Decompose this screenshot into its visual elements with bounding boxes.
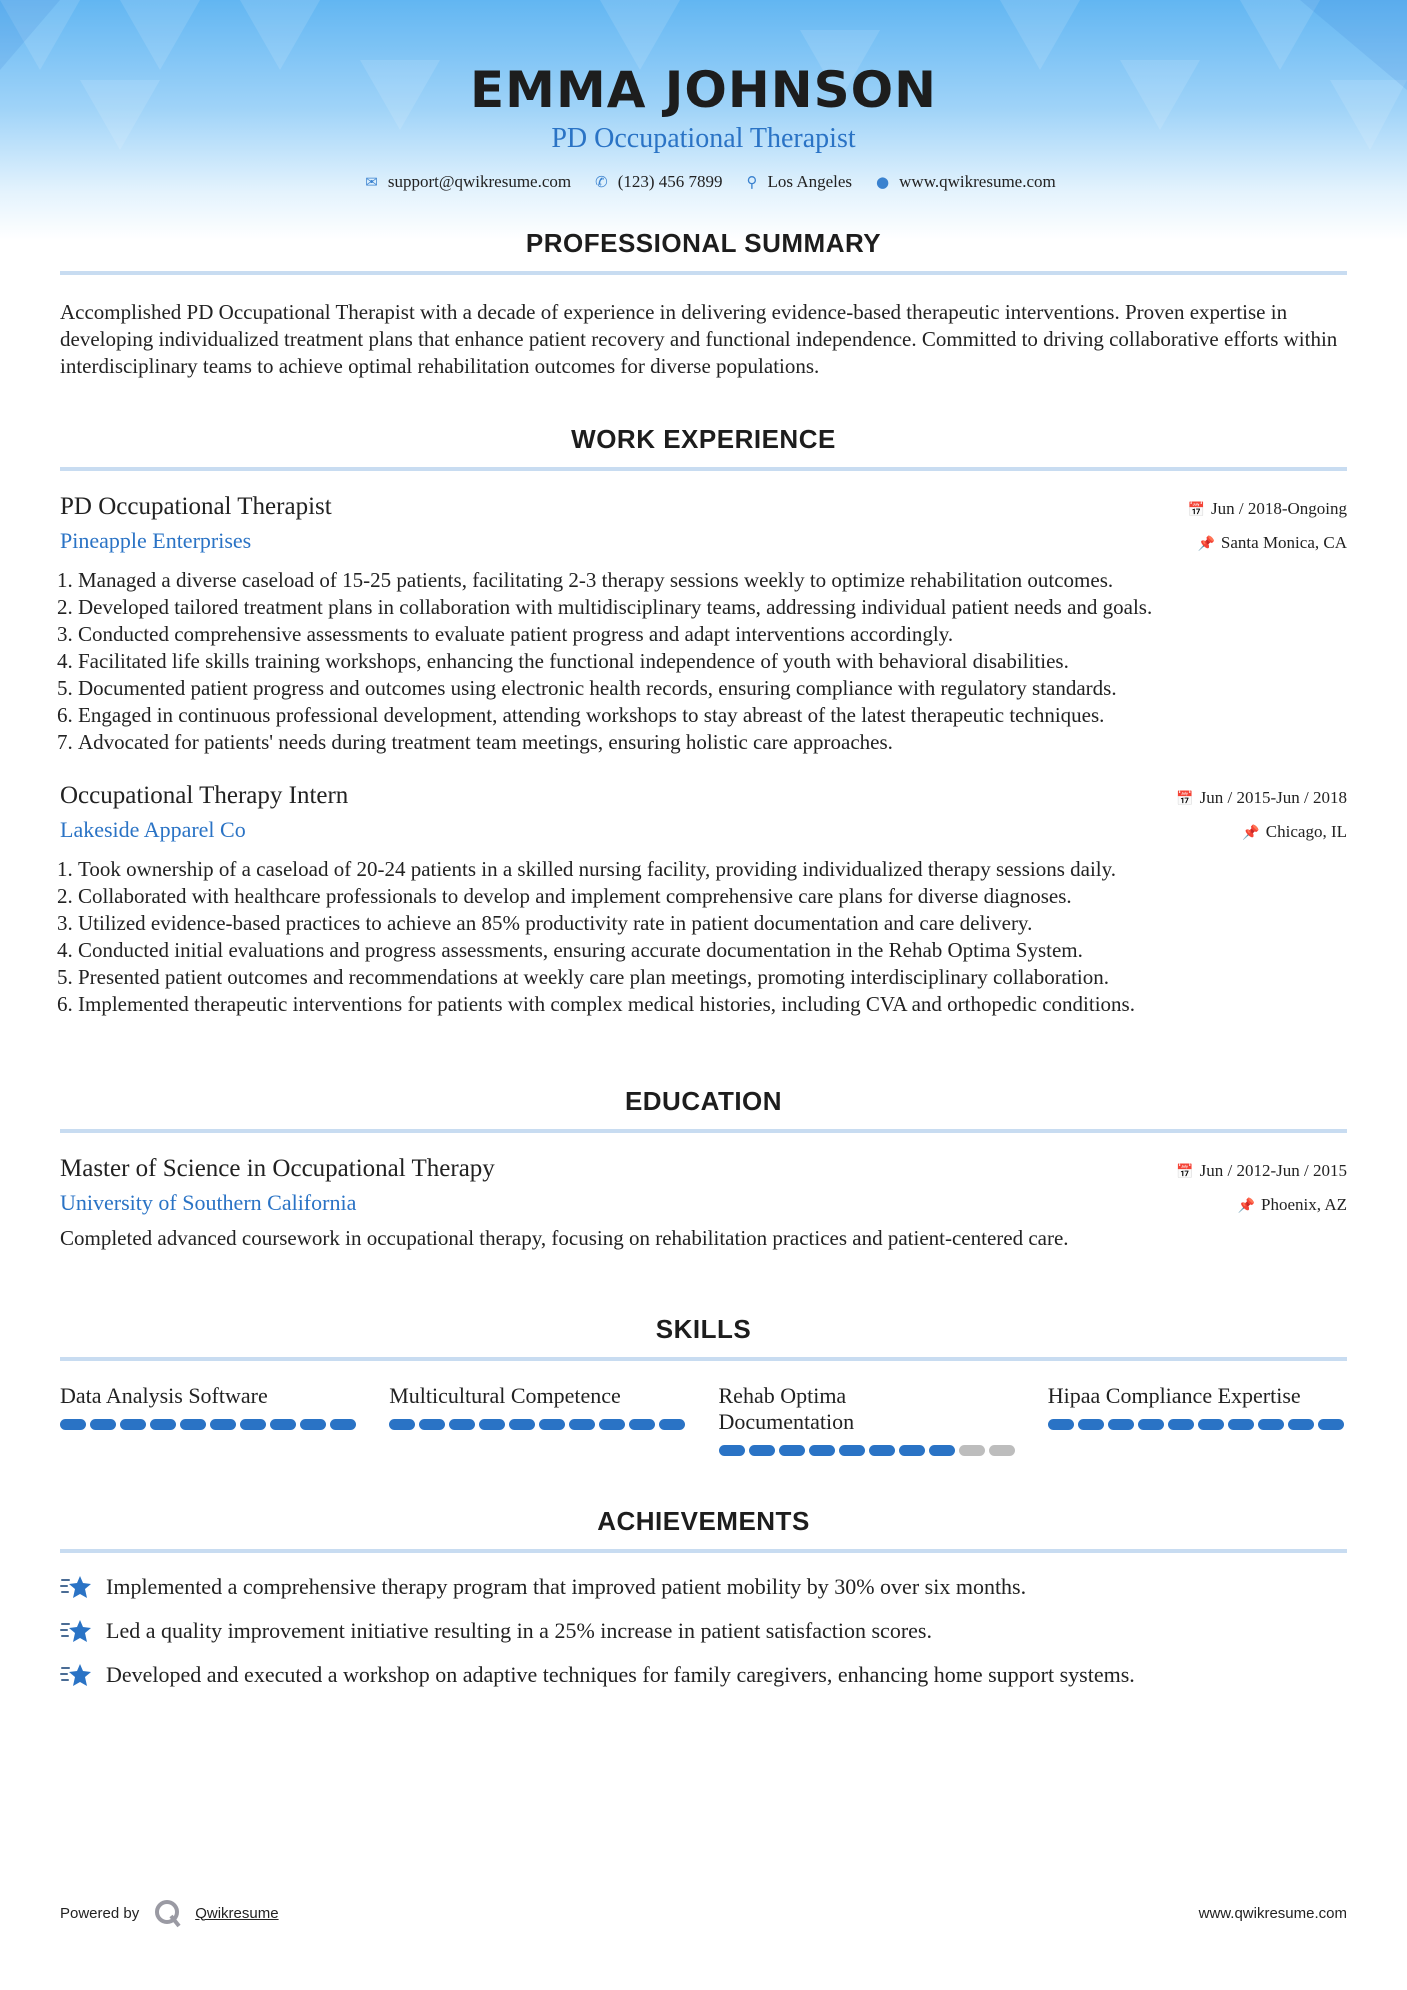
rating-dot-filled xyxy=(869,1445,895,1456)
rating-dot-filled xyxy=(240,1419,266,1430)
skill-rating xyxy=(60,1419,359,1430)
rating-dot-empty xyxy=(959,1445,985,1456)
rating-dot-filled xyxy=(839,1445,865,1456)
achievement-item xyxy=(60,1609,1347,1653)
divider xyxy=(60,467,1347,471)
job-title: PD Occupational Therapist xyxy=(60,493,332,520)
rating-dot-filled xyxy=(659,1419,685,1430)
rating-dot-filled xyxy=(449,1419,475,1430)
calendar-icon: 📅 xyxy=(1187,502,1205,518)
bullet: 2. Collaborated with healthcare professionals to develop and implement comprehensive care plans for diverse diagnoses. xyxy=(78,883,1347,910)
school-name: University of Southern California xyxy=(60,1190,357,1215)
skill-name: Data Analysis Software xyxy=(60,1383,268,1408)
skills-list xyxy=(60,1383,1347,1456)
job-dates: Jun / 2015-Jun / 2018 xyxy=(1199,788,1347,807)
star-icon xyxy=(60,1617,92,1645)
summary-text: Accomplished PD Occupational Therapist with a decade of experience in delivering evidence-based therapeutic interventions. Proven expertise in developing individualized treatment plans that enhance patient recovery and functional independence. Committed to driving collaborative efforts within interdisciplinary teams to achieve optimal rehabilitation outcomes for diverse populations. xyxy=(60,300,1338,378)
footer xyxy=(60,1898,1347,1928)
rating-dot-filled xyxy=(749,1445,775,1456)
job-entry xyxy=(60,491,1347,756)
rating-dot-filled xyxy=(1168,1419,1194,1430)
map-marker-icon: ⚲ xyxy=(746,173,758,191)
skill-rating xyxy=(1048,1419,1347,1430)
bullet: 4. Facilitated life skills training workshops, enhancing the functional independence of youth with behavioral disabilities. xyxy=(78,648,1347,675)
star-icon xyxy=(60,1573,92,1601)
qwikresume-link[interactable]: Qwikresume xyxy=(195,1904,279,1922)
rating-dot-filled xyxy=(599,1419,625,1430)
job-location: Chicago, IL xyxy=(1265,822,1347,841)
job-bullets xyxy=(60,567,1347,756)
rating-dot-filled xyxy=(150,1419,176,1430)
achievements-list xyxy=(60,1565,1347,1697)
skill-item xyxy=(719,1383,1018,1456)
bullet: 1. Managed a diverse caseload of 15-25 patients, facilitating 2-3 therapy sessions weekly to optimize rehabilitation outcomes. xyxy=(78,567,1347,594)
rating-dot-filled xyxy=(270,1419,296,1430)
pin-icon: 📌 xyxy=(1242,825,1260,841)
star-icon xyxy=(60,1661,92,1689)
bullet: 3. Utilized evidence-based practices to achieve an 85% productivity rate in patient documentation and care delivery. xyxy=(78,910,1347,937)
skill-name: Rehab Optima Documentation xyxy=(718,1383,855,1434)
skills-heading: SKILLS xyxy=(655,1314,752,1344)
bullet: 6. Implemented therapeutic interventions for patients with complex medical histories, including CVA and orthopedic conditions. xyxy=(78,991,1347,1018)
bullet: 5. Presented patient outcomes and recommendations at weekly care plan meetings, promoting interdisciplinary collaboration. xyxy=(78,964,1347,991)
bullet: 7. Advocated for patients' needs during treatment team meetings, ensuring holistic care approaches. xyxy=(78,729,1347,756)
education-location: Phoenix, AZ xyxy=(1261,1195,1347,1214)
achievement-text: Developed and executed a workshop on adaptive techniques for family caregivers, enhancing home support systems. xyxy=(106,1662,1135,1687)
job-dates: Jun / 2018-Ongoing xyxy=(1211,499,1347,518)
rating-dot-filled xyxy=(779,1445,805,1456)
skill-name: Hipaa Compliance Expertise xyxy=(1047,1383,1301,1408)
skill-item xyxy=(60,1383,359,1456)
footer-url[interactable]: www.qwikresume.com xyxy=(1198,1904,1347,1922)
pin-icon: 📌 xyxy=(1197,536,1215,552)
skill-item xyxy=(1048,1383,1347,1456)
pin-icon: 📌 xyxy=(1237,1198,1256,1214)
contact-website[interactable]: www.qwikresume.com xyxy=(899,172,1056,191)
rating-dot-filled xyxy=(210,1419,236,1430)
rating-dot-empty xyxy=(989,1445,1015,1456)
calendar-icon: 📅 xyxy=(1176,791,1194,807)
rating-dot-filled xyxy=(180,1419,206,1430)
rating-dot-filled xyxy=(539,1419,565,1430)
candidate-name: EMMA JOHNSON xyxy=(470,61,937,119)
powered-by-label: Powered by xyxy=(60,1904,140,1922)
bullet: 5. Documented patient progress and outcomes using electronic health records, ensuring compliance with regulatory standards. xyxy=(78,675,1347,702)
job-title: Occupational Therapy Intern xyxy=(60,782,349,809)
divider xyxy=(60,1129,1347,1133)
rating-dot-filled xyxy=(899,1445,925,1456)
rating-dot-filled xyxy=(90,1419,116,1430)
skill-rating xyxy=(719,1445,1018,1456)
company-name: Pineapple Enterprises xyxy=(60,528,252,553)
qwikresume-logo-icon xyxy=(153,1898,183,1928)
rating-dot-filled xyxy=(330,1419,356,1430)
rating-dot-filled xyxy=(419,1419,445,1430)
achievement-text: Led a quality improvement initiative resulting in a 25% increase in patient satisfaction scores. xyxy=(106,1618,932,1643)
degree: Master of Science in Occupational Therapy xyxy=(60,1155,495,1182)
rating-dot-filled xyxy=(1258,1419,1284,1430)
education-dates: Jun / 2012-Jun / 2015 xyxy=(1199,1161,1347,1180)
contact-phone: (123) 456 7899 xyxy=(617,172,723,191)
rating-dot-filled xyxy=(509,1419,535,1430)
education-heading: EDUCATION xyxy=(624,1086,783,1116)
job-entry xyxy=(60,780,1347,1018)
bullet: 6. Engaged in continuous professional development, attending workshops to stay abreast of the latest therapeutic techniques. xyxy=(78,702,1347,729)
bullet: 4. Conducted initial evaluations and progress assessments, ensuring accurate documentation in the Rehab Optima System. xyxy=(78,937,1347,964)
rating-dot-filled xyxy=(1318,1419,1344,1430)
achievements-heading: ACHIEVEMENTS xyxy=(597,1506,810,1536)
rating-dot-filled xyxy=(1108,1419,1134,1430)
achievement-text: Implemented a comprehensive therapy program that improved patient mobility by 30% over six months. xyxy=(106,1574,1027,1599)
achievement-item xyxy=(60,1653,1347,1697)
globe-icon: ● xyxy=(876,173,890,191)
contact-location: Los Angeles xyxy=(767,172,853,191)
job-location: Santa Monica, CA xyxy=(1220,533,1347,552)
rating-dot-filled xyxy=(719,1445,745,1456)
rating-dot-filled xyxy=(300,1419,326,1430)
rating-dot-filled xyxy=(1048,1419,1074,1430)
rating-dot-filled xyxy=(1138,1419,1164,1430)
skill-item xyxy=(389,1383,688,1456)
rating-dot-filled xyxy=(120,1419,146,1430)
rating-dot-filled xyxy=(1288,1419,1314,1430)
experience-heading: WORK EXPERIENCE xyxy=(571,424,836,454)
job-bullets xyxy=(60,856,1347,1018)
contact-email[interactable]: support@qwikresume.com xyxy=(387,172,572,191)
phone-icon: ✆ xyxy=(595,173,608,191)
rating-dot-filled xyxy=(1078,1419,1104,1430)
rating-dot-filled xyxy=(479,1419,505,1430)
rating-dot-filled xyxy=(1198,1419,1224,1430)
divider xyxy=(60,1549,1347,1553)
skill-rating xyxy=(389,1419,688,1430)
divider xyxy=(60,1357,1347,1361)
company-name: Lakeside Apparel Co xyxy=(60,817,246,842)
summary-heading: PROFESSIONAL SUMMARY xyxy=(525,228,882,258)
achievement-item xyxy=(60,1565,1347,1609)
education-text: Completed advanced coursework in occupational therapy, focusing on rehabilitation practices and patient-centered care. xyxy=(60,1226,1069,1250)
bullet: 1. Took ownership of a caseload of 20-24 patients in a skilled nursing facility, providing individualized therapy sessions daily. xyxy=(78,856,1347,883)
rating-dot-filled xyxy=(569,1419,595,1430)
divider xyxy=(60,271,1347,275)
envelope-icon: ✉ xyxy=(365,173,378,191)
rating-dot-filled xyxy=(389,1419,415,1430)
rating-dot-filled xyxy=(1228,1419,1254,1430)
rating-dot-filled xyxy=(629,1419,655,1430)
rating-dot-filled xyxy=(929,1445,955,1456)
candidate-title: PD Occupational Therapist xyxy=(551,123,856,154)
bullet: 3. Conducted comprehensive assessments to evaluate patient progress and adapt interventions accordingly. xyxy=(78,621,1347,648)
bullet: 2. Developed tailored treatment plans in collaboration with multidisciplinary teams, addressing individual patient needs and goals. xyxy=(78,594,1347,621)
contact-row xyxy=(60,172,1347,192)
calendar-icon: 📅 xyxy=(1176,1164,1194,1180)
skill-name: Multicultural Competence xyxy=(389,1383,621,1408)
rating-dot-filled xyxy=(60,1419,86,1430)
rating-dot-filled xyxy=(809,1445,835,1456)
